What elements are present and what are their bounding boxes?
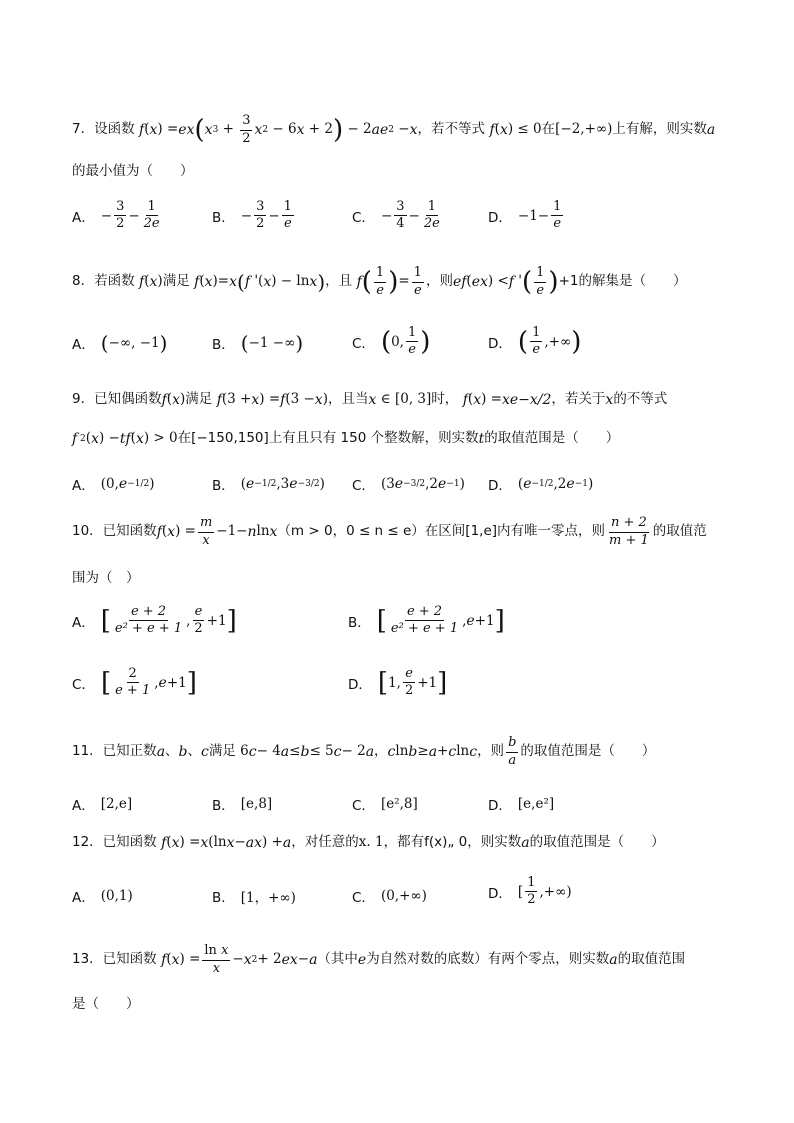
q10-line2: 围为（ ） xyxy=(72,570,140,586)
q8-line1: 8．若函数 f ( x ) 满足 f ( x )= x ( f '( x ) − ln x ) ，且 f ( $\frac{1}{e}$ ) = $\frac{1}{e}$ ，则 ef ( e x ) < f ' ( $\frac{1}{e}$ ) +1的解集是（ ） xyxy=(72,265,687,298)
q8-option-c: C． ( 0, $\frac{1}{e}$ ) xyxy=(352,325,431,358)
q7-option-c: C． − $\frac{3}{4}$ − $\frac{1}{2e}$ xyxy=(352,199,440,232)
q12-option-d: D． [ $\frac{1}{2}$ ,+∞) xyxy=(488,875,572,908)
q12-option-c: C． (0,+∞) xyxy=(352,888,427,906)
q11-option-b: B． [e,8] xyxy=(212,796,273,814)
q12-option-b: B． [1，+∞) xyxy=(212,890,296,906)
q10-option-a: A． [ $\frac{e + 2}{\text{e² + e + 1}}$ , $\frac{e}{2}$ +1 ] xyxy=(72,604,237,637)
q8-option-a: A． ( −∞, −1 ) xyxy=(72,331,168,355)
q7-option-a: A． − $\frac{3}{2}$ − $\frac{1}{2e}$ xyxy=(72,199,160,232)
q12-line1: 12．已知函数 f ( x ) = x (ln x − ax ) + a ，对任意的 x. 1，都有 f(x)„ 0，则实数 a 的取值范围是（ ） xyxy=(72,834,665,851)
q8-option-d: D． ( $\frac{1}{e}$ ,+∞ ) xyxy=(488,325,582,358)
q9-option-c: C． (3 e −3/2 ,2 e −1 ) xyxy=(352,476,465,494)
q8-option-b: B． ( −1 −∞ ) xyxy=(212,331,304,355)
q7-number: 7．设函数 xyxy=(72,121,135,138)
q9-option-d: D． ( e −1/2 ,2 e −1 ) xyxy=(488,476,594,494)
q7-option-d: D． −1− $\frac{1}{e}$ xyxy=(488,199,562,232)
q11-option-a: A． [2,e] xyxy=(72,796,133,814)
q10-option-c: C． [ $\frac{2}{e + 1}$ , e +1 ] xyxy=(72,666,197,699)
q9-line2: f 2 ( x ) − tf ( x ) > 0 在[−150,150]上有且只有 150 个整数解，则实数 t 的取值范围是（ ） xyxy=(72,430,620,447)
q7-line2: 的最小值为（ ） xyxy=(72,163,194,179)
q10-option-b: B． [ $\frac{e + 2}{\text{e² + e + 1}}$ , e +1 ] xyxy=(348,604,505,637)
q10-line1: 10．已知函数 f ( x ) = $\frac{m}{x}$ −1− n ln x （m > 0，0 ≤ n ≤ e）在区间[1,e]内有唯一零点，则 $\frac{n + 2}{m + 1}$ 的取值范 xyxy=(72,515,707,548)
q7-func: f xyxy=(134,122,145,138)
q9-option-b: B． ( e −1/2 ,3 e −3/2 ) xyxy=(212,476,325,494)
q11-option-c: C． [e²,8] xyxy=(352,796,418,814)
q7-frac-3-2: $\frac{3}{2}$ xyxy=(242,113,251,146)
q11-option-d: D． [e,e²] xyxy=(488,796,555,814)
q9-line1: 9．已知偶函数 f ( x ) 满足 f (3 + x ) = f (3 − x ) ，且当 x ∈ [0, 3] 时， f ( x ) = xe −x/2 ，若关于 x 的不等式 xyxy=(72,391,668,408)
q10-option-d: D． [ 1, $\frac{e}{2}$ +1 ] xyxy=(348,666,448,699)
q12-option-a: A． (0,1) xyxy=(72,888,133,906)
q7-line1: 7．设函数 f ( x ) = e x ( x 3 + $\frac{3}{2}$ x 2 − 6 x + 2 ) − 2 ae 2 − x ，若不等式 f ( x ) ≤ 0 在 [−2,+∞) 上有解，则实数 a xyxy=(72,113,716,146)
q7-option-b: B． − $\frac{3}{2}$ − $\frac{1}{e}$ xyxy=(212,199,292,232)
q9-option-a: A． (0, e −1/2 ) xyxy=(72,476,155,494)
q13-line1: 13．已知函数 f ( x ) = $\frac{\text{ln x}}{x}$ − x 2 + 2 ex − a （其中 e 为自然对数的底数）有两个零点，则实数 a 的取值范围 xyxy=(72,943,686,976)
q11-line1: 11．已知正数 a 、 b 、 c 满足 6 c − 4 a ≤ b ≤ 5 c − 2 a ， c ln b ≥ a + c ln c ，则 $\frac{b}{a}$ 的取值范围是（ ） xyxy=(72,735,656,768)
q13-line2: 是（ ） xyxy=(72,996,140,1012)
